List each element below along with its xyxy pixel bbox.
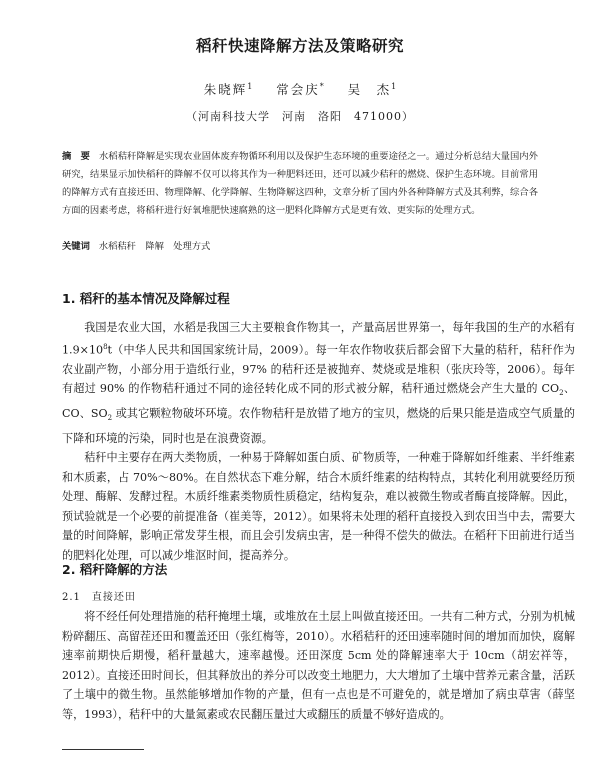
section-body xyxy=(62,318,575,565)
paragraph-text: 我国是农业大国，水稻是我国三大主要粮食作物其一，产量高居世界第一，每年我国的生产的水稻有 1.9×10 xyxy=(62,321,575,357)
footnote-rule xyxy=(62,749,144,750)
author-line xyxy=(0,80,600,98)
paragraph-text: 或其它颗粒物破坏环境。农作物秸秆是放错了地方的宝贝，燃烧的后果只能是造成空气质量的下降和环境的污染，同时也是在浪费资源。 xyxy=(62,406,576,445)
exponent: 8 xyxy=(103,342,108,351)
keywords xyxy=(62,240,538,254)
section-heading: 1. 稻秆的基本情况及降解过程 xyxy=(62,291,230,306)
author-name: 朱晓辉 xyxy=(203,82,248,97)
affiliation: （河南科技大学 河南 洛阳 471000） xyxy=(186,110,414,123)
subscript: 2 xyxy=(107,414,113,423)
paragraph: 秸秆中主要存在两大类物质，一种易于降解如蛋白质、矿物质等，一种难于降解如纤维素、半纤维素和木质素，占 70%～80%。在自然状态下难分解，结合木质纤维素的结构特点，其转化利用就要经历预处理、酶解、发酵过程。木质纤维素类物质性质稳定，结构复杂，难以被微生物或者酶直接降解。因此，预试验就是一个必要的前提准备（崔美等，2012）。如果将未处理的稻秆直接投入到农田当中去，需要大量的时间降解，影响正常发芽生根，而且会引发病虫害，是一种得不偿失的做法。在稻秆下田前进行适当的肥料化处理，可以减少堆沤时间，提高养分。 xyxy=(62,451,575,562)
keywords-text: 水稻秸秆 降解 处理方式 xyxy=(98,241,211,252)
author-name: 吴 杰 xyxy=(347,82,392,97)
subsection-heading: 2.1 直接还田 xyxy=(62,592,136,603)
keywords-label: 关键词 xyxy=(62,241,90,252)
abstract xyxy=(62,148,538,220)
abstract-text: 水稻秸秆降解是实现农业固体废弃物循环利用以及保护生态环境的重要途径之一。通过分析总结大量国内外研究，结果显示加快稻秆的降解不仅可以将其作为一种肥料还田，还可以减少秸秆的燃烧、保护生态环境。目前常用的降解方式有直接还田、物理降解、化学降解、生物降解这四种，文章分析了国内外各种降解方式及其利弊，综合各方面的因素考虑，将稻秆进行好氧堆肥快速腐熟的这一肥料化降解方式是更有效、更实际的处理方式。 xyxy=(62,151,538,216)
subscript: 2 xyxy=(559,389,564,398)
author-affil-mark: 1 xyxy=(391,81,397,91)
section-heading: 2. 稻秆降解的方法 xyxy=(62,562,168,577)
paragraph: 将不经任何处理措施的秸秆掩埋土壤，或堆放在土层上叫做直接还田。一共有二种方式，分别为机械粉碎翻压、高留茬还田和覆盖还田（张红梅等，2010）。水稻秸秆的还田速率随时间的增加而加快，腐解速率前期快后期慢，稻秆量越大，速率越慢。还田深度 5cm 处的降解速率大于 10cm（胡宏祥等，2012）。直接还田时间长，但其释放出的养分可以改变土地肥力，大大增加了土壤中营养元素含量，活跃了土壤中的微生物。虽然能够增加作物的产量，但有一点也是不可避免的，就是增加了病虫草害（薛坚等，1993），秸秆中的大量氮素或农民翻压量过大或翻压的质量不够好造成的。 xyxy=(62,610,575,721)
section-body xyxy=(62,607,575,724)
paragraph xyxy=(62,318,575,448)
paragraph-text: 、CO、SO xyxy=(62,382,575,420)
author-name: 常会庆 xyxy=(276,82,320,97)
paragraph-text: t（中华人民共和国国家统计局，2009）。每一年农作物收获后都会留下大量的秸秆，秸秆作为农业副产物，小部分用于造纸行业，97% 的秸秆还是被抛弃、焚烧或是堆积（张庆玲等，2006）。每年有超过 90% 的作物秸秆通过不同的途径转化成不同的形式被分解，秸秆通过燃烧会产生大量的 CO xyxy=(62,343,575,396)
paper-title: 稻秆快速降解方法及策略研究 xyxy=(195,37,404,55)
author-affil-mark: * xyxy=(319,81,324,91)
abstract-label: 摘 要 xyxy=(62,151,91,162)
author-affil-mark: 1 xyxy=(247,81,253,91)
